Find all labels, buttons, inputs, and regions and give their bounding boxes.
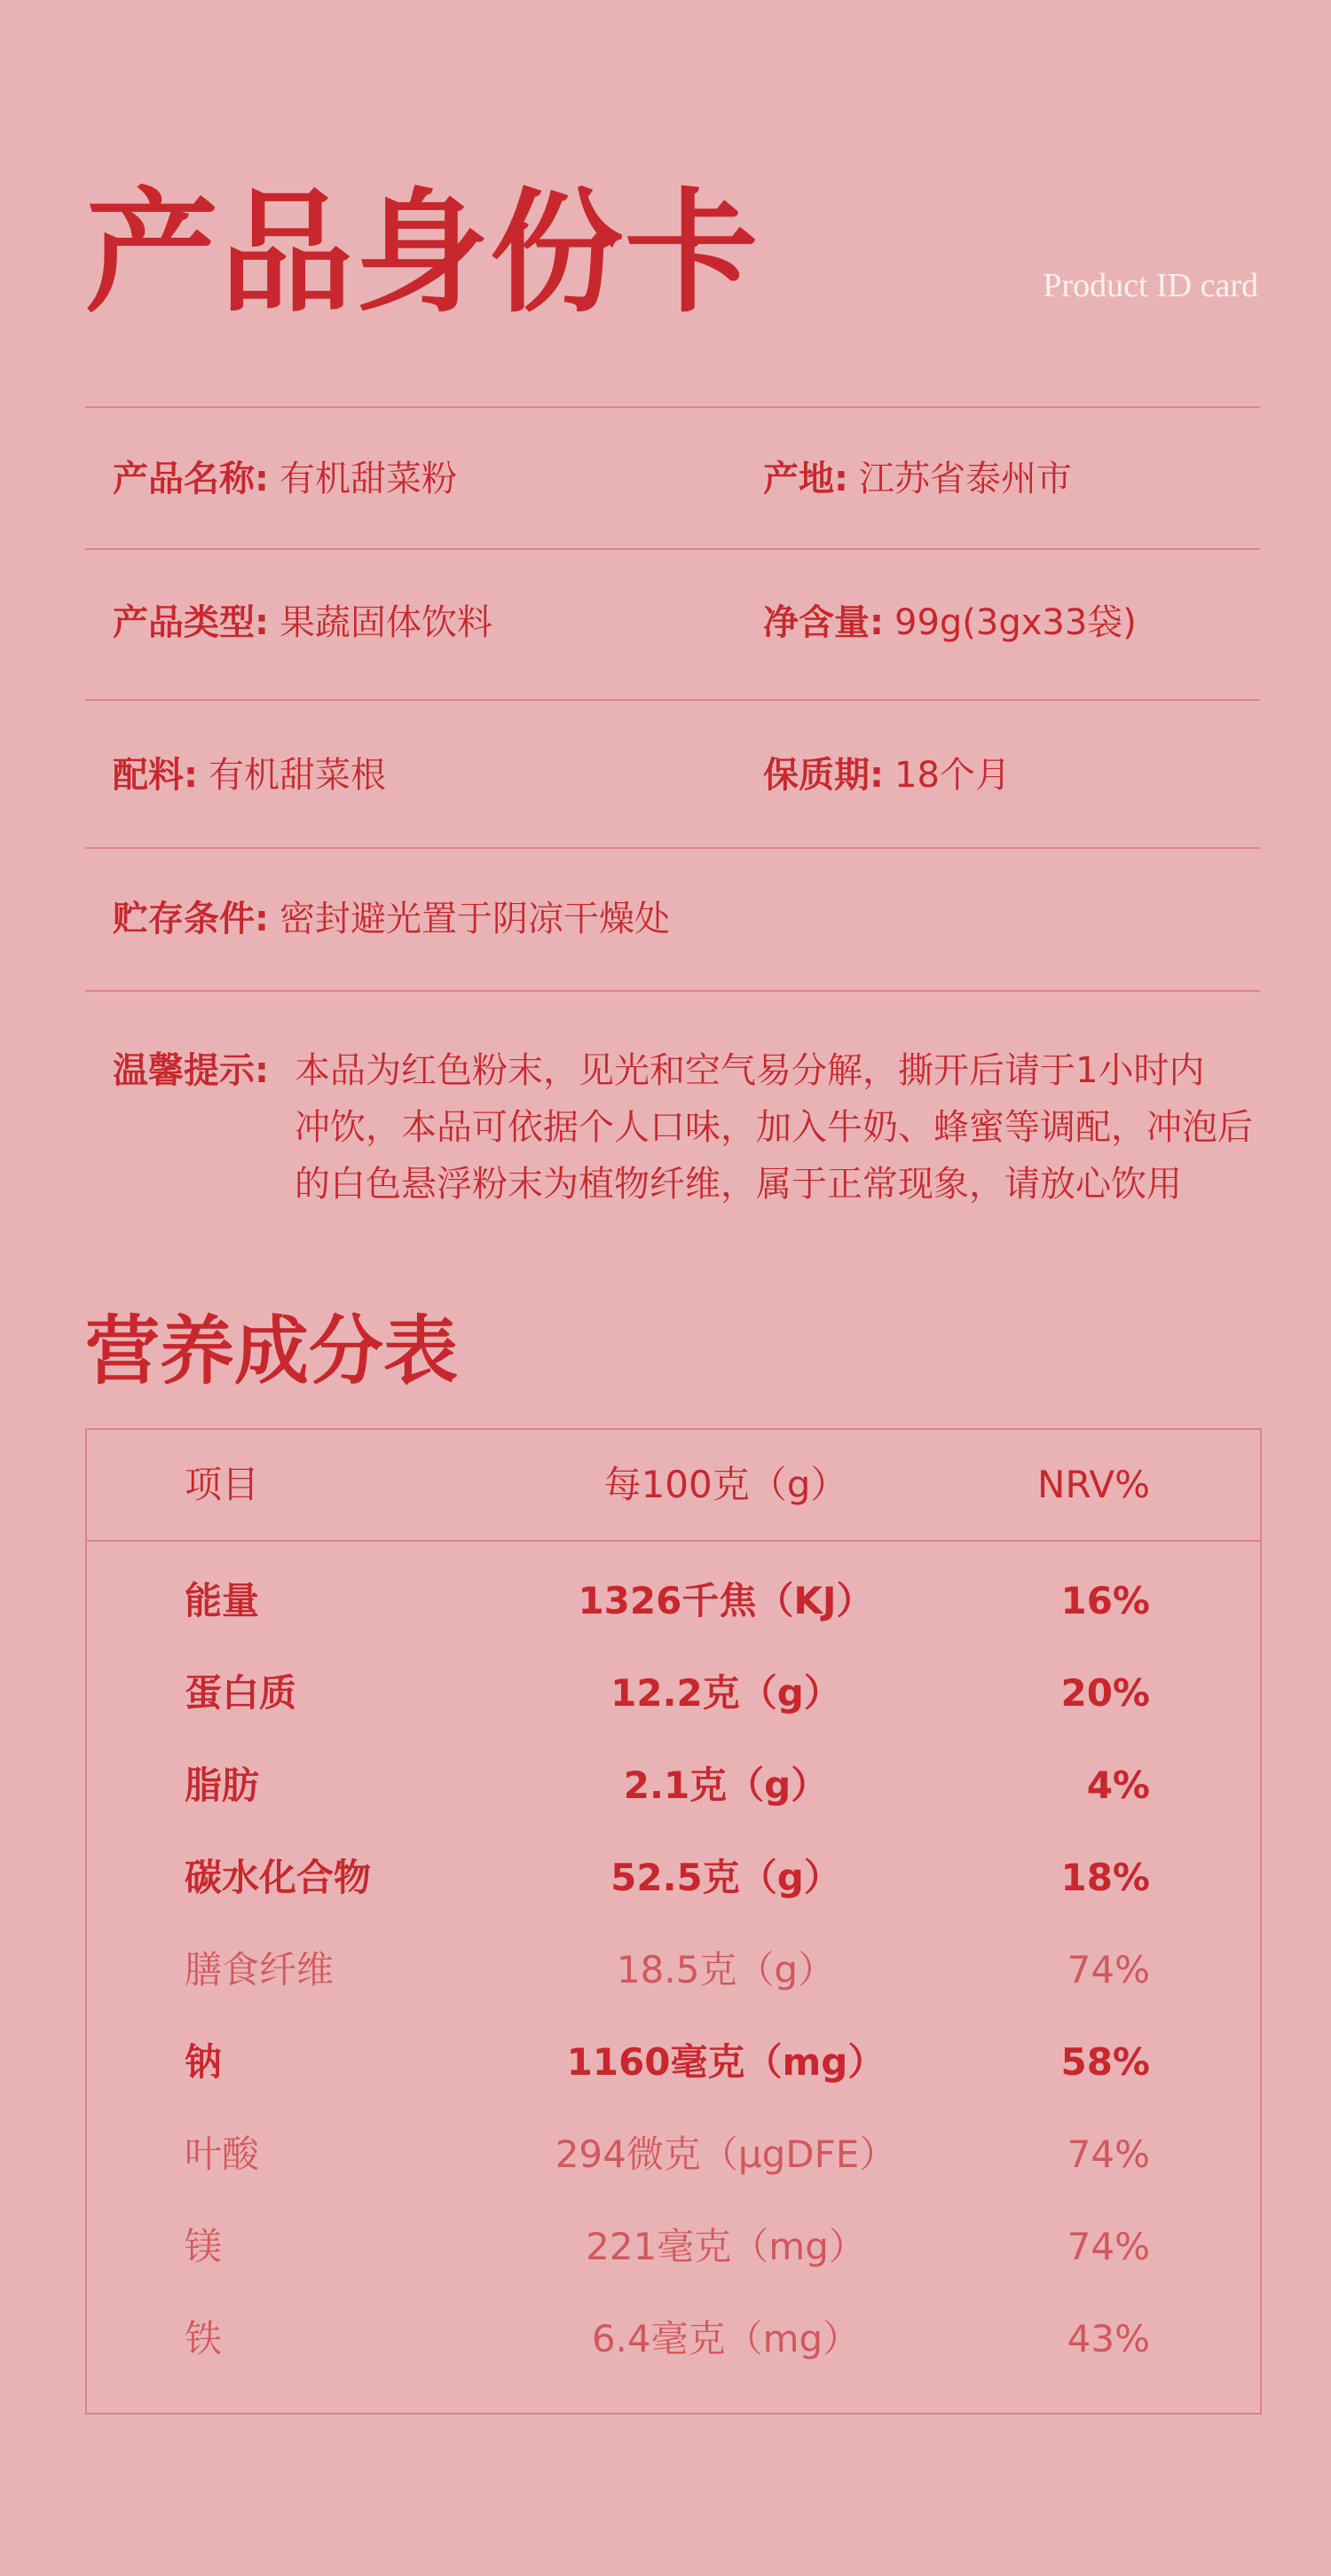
nutrient-amount: 6.4毫克（mg） [591,2317,861,2360]
info-shelf-life [763,750,1011,800]
nutrient-nrv: 74% [1067,2132,1150,2176]
tip-text [295,1042,1262,1213]
nutrient-amount: 1160毫克（mg） [566,2040,886,2084]
info-value: 18个月 [894,755,1011,796]
column-header-per-100g: 每100克（g） [603,1463,848,1506]
tip-label: 温馨提示: [113,1050,269,1091]
nutrient-nrv: 74% [1067,1948,1150,1991]
info-label: 配料: [113,755,198,796]
nutrient-name: 铁 [185,2317,223,2360]
nutrient-amount: 12.2克（g） [610,1671,841,1715]
info-label: 净含量: [763,602,884,643]
tip-line: 本品为红色粉末，见光和空气易分解，撕开后请于1小时内 [295,1050,1205,1091]
divider [85,406,1260,408]
info-value: 江苏省泰州市 [859,459,1072,499]
tip-line: 的白色悬浮粉末为植物纤维，属于正常现象，请放心饮用 [295,1164,1182,1205]
nutrient-nrv: 18% [1060,1856,1150,1899]
nutrient-nrv: 20% [1060,1671,1150,1715]
nutrient-nrv: 43% [1067,2317,1150,2360]
nutrition-table [85,1428,1262,2415]
nutrient-name: 钠 [185,2040,223,2084]
nutrient-name: 叶酸 [185,2132,260,2176]
page-title: 产品身份卡 [85,175,760,331]
info-value: 有机甜菜粉 [280,459,457,499]
tip-line: 冲饮，本品可依据个人口味，加入牛奶、蜂蜜等调配，冲泡后 [295,1107,1253,1148]
info-label: 产品类型: [113,602,269,643]
nutrient-nrv: 16% [1060,1579,1150,1622]
info-label: 产品名称: [113,459,269,499]
divider [85,699,1260,701]
info-product-name [113,454,457,504]
divider [85,990,1260,992]
nutrient-name: 脂肪 [185,1763,260,1807]
info-product-type [113,598,492,648]
nutrient-amount: 294微克（μgDFE） [555,2132,897,2176]
nutrient-nrv: 58% [1060,2040,1150,2084]
column-header-nrv: NRV% [1037,1463,1150,1506]
nutrient-amount: 1326千焦（KJ） [578,1579,874,1622]
info-value: 果蔬固体饮料 [280,602,492,643]
divider [85,847,1260,849]
info-ingredients [113,750,386,800]
table-header-divider [87,1540,1260,1542]
page-subtitle: Product ID card [1043,267,1258,304]
nutrition-title: 营养成分表 [85,1307,459,1394]
nutrient-name: 膳食纤维 [185,1948,335,1991]
nutrient-amount: 2.1克（g） [623,1763,829,1807]
nutrient-amount: 52.5克（g） [610,1856,841,1899]
info-label: 保质期: [763,755,884,796]
info-value: 有机甜菜根 [209,755,386,796]
nutrient-amount: 18.5克（g） [616,1948,836,1991]
info-label: 贮存条件: [113,899,269,939]
nutrient-name: 能量 [185,1579,260,1622]
nutrient-amount: 221毫克（mg） [586,2225,866,2268]
info-net-content [763,598,1137,648]
info-value: 密封避光置于阴凉干燥处 [280,899,670,939]
nutrient-nrv: 74% [1067,2225,1150,2268]
nutrient-name: 蛋白质 [185,1671,297,1715]
info-storage [113,894,670,944]
divider [85,548,1260,550]
nutrient-nrv: 4% [1086,1763,1150,1807]
column-header-item: 项目 [185,1463,260,1506]
info-origin [763,454,1072,504]
info-value: 99g(3gx33袋) [894,602,1137,643]
nutrient-name: 碳水化合物 [185,1856,372,1899]
nutrient-name: 镁 [185,2225,223,2268]
info-label: 产地: [763,459,848,499]
